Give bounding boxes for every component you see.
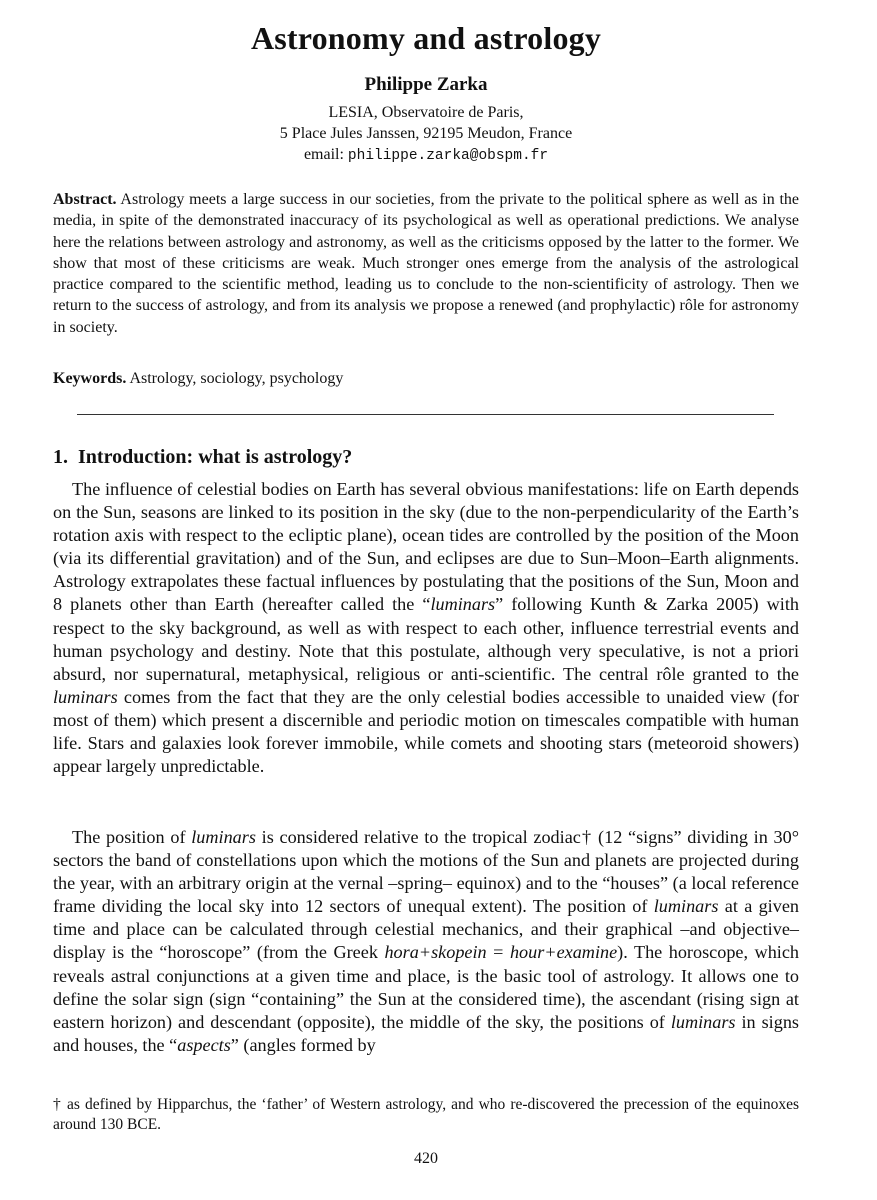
paragraph-2-text: in signs and houses, the “	[53, 1011, 799, 1055]
email-label: email:	[303, 146, 344, 163]
paragraph-1	[53, 478, 799, 778]
paper-page	[53, 0, 799, 1200]
abstract-text: Astrology meets a large success in our societies, from the private to the political sphere as well as in the media, in spite of the demonstrated inaccuracy of its psychological as well as operational predictions. We analyse here the relations between astrology and astronomy, as well as the criticisms opposed by the latter to the former. We show that most of these criticisms are weak. Much stronger ones emerge from the analysis of the astrological practice compared to the scientific method, leading us to conclude to the non-scientificity of astrology. Then we return to the success of astrology, and from its analysis we propose a renewed (and prophylactic) rôle for astronomy in society.	[53, 191, 800, 336]
email-address[interactable]: philippe.zarka@obspm.fr	[347, 148, 549, 164]
paragraph-2-text: is considered relative to the tropical zodiac† (12 “signs” dividing in 30° sectors the band of constellations upon which the motions of the Sun and planets are projected during the year, with an arbitrary origin at the vernal –spring– equinox) and to the “houses” (a local reference frame dividing the local sky into 12 sectors of unequal extent). The position of	[53, 827, 799, 917]
keywords-label: Keywords.	[53, 370, 127, 387]
affiliation-line-2: 5 Place Jules Janssen, 92195 Meudon, France	[279, 125, 573, 142]
emphasis-luminars: luminars	[670, 1011, 736, 1032]
abstract	[53, 189, 799, 338]
keywords	[53, 370, 799, 388]
paragraph-1-text: The influence of celestial bodies on Earth has several obvious manifestations: life on Earth depends on the Sun, seasons are linked to its position in the sky (due to the non-perpendicularity of the Earth’s rotation axis with respect to the ecliptic plane), ocean tides are controlled by the position of the Moon (via its differential gravitation) and of the Sun, and eclipses are due to Sun–Moon–Earth alignments. Astrology extrapolates these factual influences by postulating that the positions of the Sun, Moon and 8 planets other than Earth (hereafter called the “	[53, 479, 799, 615]
footnote: † as defined by Hipparchus, the ‘father’ of Western astrology, and who re-discovered the precession of the equinoxes around 130 BCE.	[53, 1096, 799, 1133]
paper-title: Astronomy and astrology	[250, 20, 602, 56]
paragraph-2-text: =	[486, 942, 510, 963]
paragraph-1-text: ” following Kunth & Zarka 2005) with respect to the sky background, as well as with respect to each other, influence terrestrial events and human psychology and destiny. Note that this postulate, although very speculative, is not a priori absurd, nor supernatural, metaphysical, religious or anti-scientific. The central rôle granted to the	[53, 594, 799, 684]
paragraph-1-text: comes from the fact that they are the only celestial bodies accessible to unaided view (for most of them) which present a discernible and periodic motion on timescales compatible with human life. Stars and galaxies look forever immobile, while comets and shooting stars (meteoroid showers) appear largely unpredictable.	[53, 686, 799, 777]
paragraph-2-text: ” (angles formed by	[230, 1034, 376, 1055]
paragraph-2-text: at a given time and place can be calculated through celestial mechanics, and their graphical –and objective– display is the “horoscope” (from the Greek	[53, 896, 799, 963]
section-heading	[53, 446, 352, 469]
emphasis-aspects: aspects	[177, 1034, 231, 1055]
emphasis-luminars: luminars	[430, 594, 496, 615]
keywords-text: Astrology, sociology, psychology	[129, 370, 344, 387]
author-name: Philippe Zarka	[364, 74, 488, 95]
paragraph-2	[53, 826, 799, 1057]
emphasis-greek-term: hora+skopein	[384, 942, 487, 963]
section-title: Introduction: what is astrology?	[78, 446, 353, 468]
email-line	[53, 146, 799, 164]
emphasis-translation: hour+examine	[509, 942, 618, 963]
emphasis-luminars: luminars	[53, 686, 118, 707]
abstract-label: Abstract.	[53, 191, 117, 208]
section-divider	[77, 414, 774, 415]
emphasis-luminars: luminars	[191, 827, 256, 847]
affiliation-line-1: LESIA, Observatoire de Paris,	[328, 104, 524, 121]
page-number: 420	[414, 1150, 438, 1167]
paragraph-2-text: ). The horoscope, which reveals astral conjunctions at a given time and place, is the basic tool of astrology. It allows one to define the solar sign (sign “containing” the Sun at the considered time), the ascendant (rising sign at eastern horizon) and descendant (opposite), the middle of the sky, the positions of	[53, 942, 800, 1032]
section-number: 1.	[53, 446, 68, 468]
paragraph-2-text: The position of	[72, 827, 192, 847]
emphasis-luminars: luminars	[653, 896, 719, 917]
